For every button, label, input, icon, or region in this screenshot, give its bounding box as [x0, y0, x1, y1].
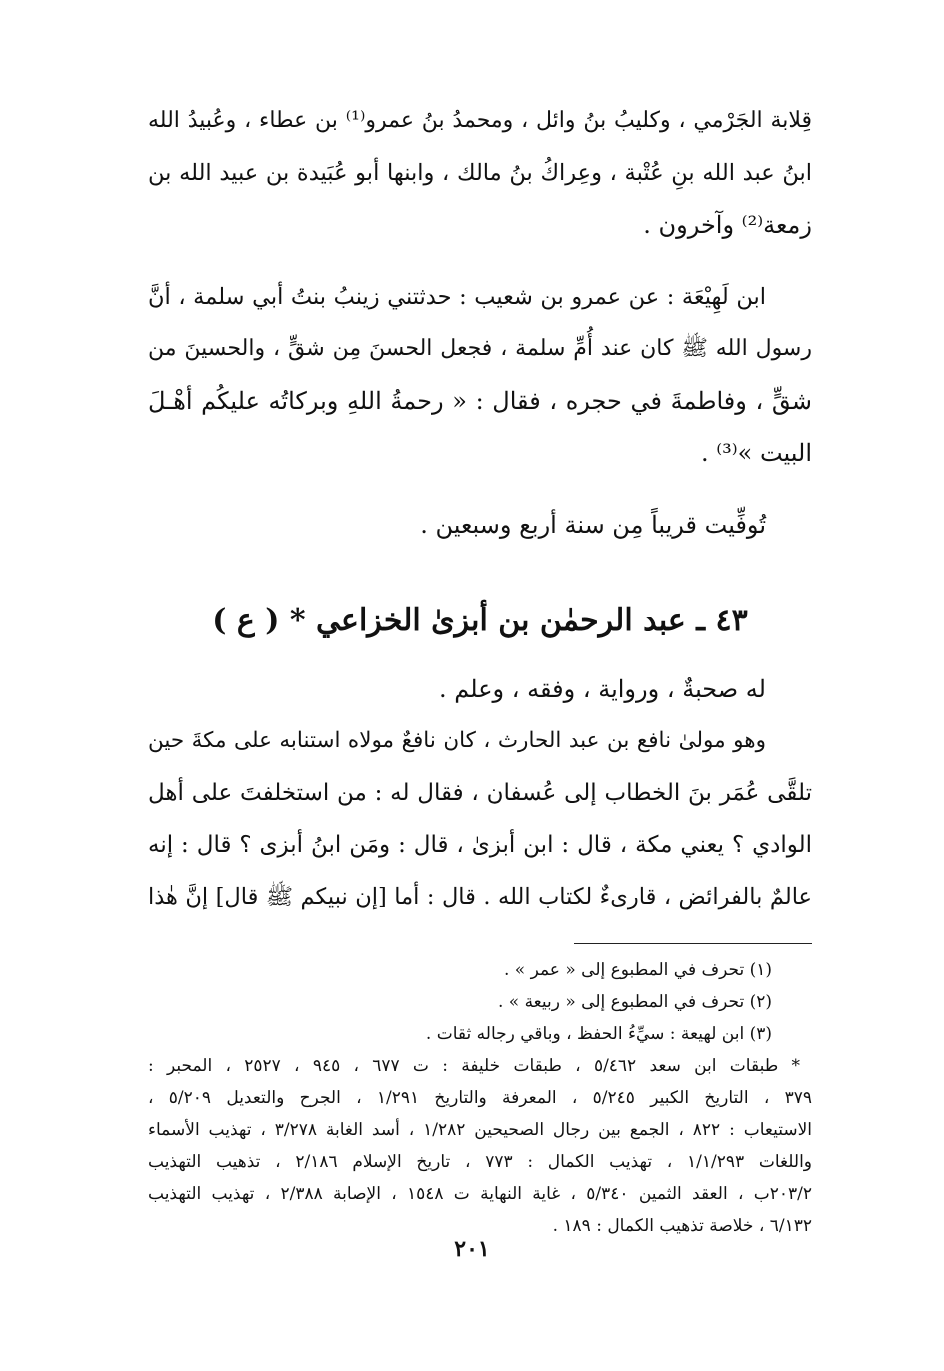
paragraph-narrators	[148, 95, 812, 251]
page-number: ٢٠١	[454, 1236, 490, 1262]
text-line: عالمٌ بالفرائض ، قارىءٌ لكتاب الله . قال : أما [إن نبيكم ﷺ قال] إنَّ هٰذا	[148, 884, 812, 910]
text-line: الوادي ؟ يعني مكة ، قال : ابن أبزىٰ ، قال : ومَن ابنُ أبزى ؟ قال : إنه	[148, 832, 812, 858]
footnote: (٣) ابن لهيعة : سيِّءُ الحفظ ، وباقي رجاله ثقات .	[425, 1024, 772, 1044]
source-line: ٦/١٣٢ ، خلاصة تذهيب الكمال : ١٨٩ .	[552, 1216, 812, 1236]
text-line: ابنُ عبد الله بنِ عُتْبة ، وعِراكُ بنُ مالك ، وابنها أبو عُبَيدة بن عبيد الله بن	[148, 160, 812, 186]
text-line: له صحبةٌ ، ورواية ، وفقه ، وعلم .	[439, 675, 766, 703]
entry-title: ٤٣ ـ عبد الرحمٰن بن أبزىٰ الخزاعي * ( ع )	[212, 603, 748, 638]
text-line: زمعة⁽²⁾ وآخرون .	[643, 211, 812, 239]
footnote: (٢) تحرف في المطبوع إلى « ربيعة » .	[497, 992, 772, 1012]
source-line: ٣٧٩ ، التاريخ الكبير ٥/٢٤٥ ، المعرفة والتاريخ ١/٢٩١ ، الجرح والتعديل ٥/٢٠٩ ،	[148, 1088, 813, 1108]
page-body	[148, 95, 812, 1242]
text-line: ابن لَهِيْعَة : عن عمرو بن شعيب : حدثتني زينبُ بنتُ أبي سلمة ، أنَّ	[148, 284, 766, 310]
source-line: * طبقات ابن سعد ٥/٤٦٢ ، طبقات خليفة : ت ٦٧٧ ، ٩٤٥ ، ٢٥٢٧ ، المحبر :	[148, 1056, 800, 1076]
footnotes	[148, 954, 812, 1050]
text-line: البيت »⁽³⁾ .	[700, 439, 812, 467]
paragraph-companion	[148, 663, 812, 715]
text-line: شقٍّ ، وفاطمةَ في حجره ، فقال : « رحمةُ اللهِ وبركاتُه عليكُم أهْـلَ	[148, 387, 812, 415]
text-line: وهو مولىٰ نافع بن عبد الحارث ، كان نافعٌ مولاه استنابه على مكةَ حين	[148, 728, 766, 753]
text-line: رسول الله ﷺ كان عند أُمِّ سلمة ، فجعل الحسنَ مِن شقٍّ ، والحسينَ من	[148, 336, 812, 361]
text-line: تُوفِّيت قريباً مِن سنة أربع وسبعين .	[420, 511, 766, 539]
source-line: واللغات ١/١/٢٩٣ ، تهذيب الكمال : ٧٧٣ ، تاريخ الإسلام ٢/١٨٦ ، تذهيب التهذيب	[148, 1152, 812, 1172]
footnote-divider	[574, 943, 812, 944]
source-line: الاستيعاب : ٨٢٢ ، الجمع بين رجال الصحيحين ١/٢٨٢ ، أسد الغابة ٣/٢٧٨ ، تهذيب الأسماء	[148, 1120, 813, 1140]
sources-block	[148, 1050, 812, 1242]
source-line: ٢٠٣/٢ب ، العقد الثمين ٥/٣٤٠ ، غاية النهاية ت ١٥٤٨ ، الإصابة ٢/٣٨٨ ، تهذيب التهذيب	[148, 1184, 812, 1204]
paragraph-hadith	[148, 271, 812, 479]
paragraph-death	[148, 499, 812, 551]
text-line: تلقَّى عُمَر بنَ الخطاب إلى عُسفان ، فقال له : من استخلفتَ على أهل	[148, 780, 812, 806]
paragraph-biography	[148, 715, 812, 923]
text-line: قِلابة الجَرْمي ، وكليبُ بنُ وائل ، ومحمدُ بنُ عمرو⁽¹⁾ بن عطاء ، وعُبيدُ الله	[148, 108, 813, 133]
footnote: (١) تحرف في المطبوع إلى « عمر » .	[503, 960, 772, 980]
